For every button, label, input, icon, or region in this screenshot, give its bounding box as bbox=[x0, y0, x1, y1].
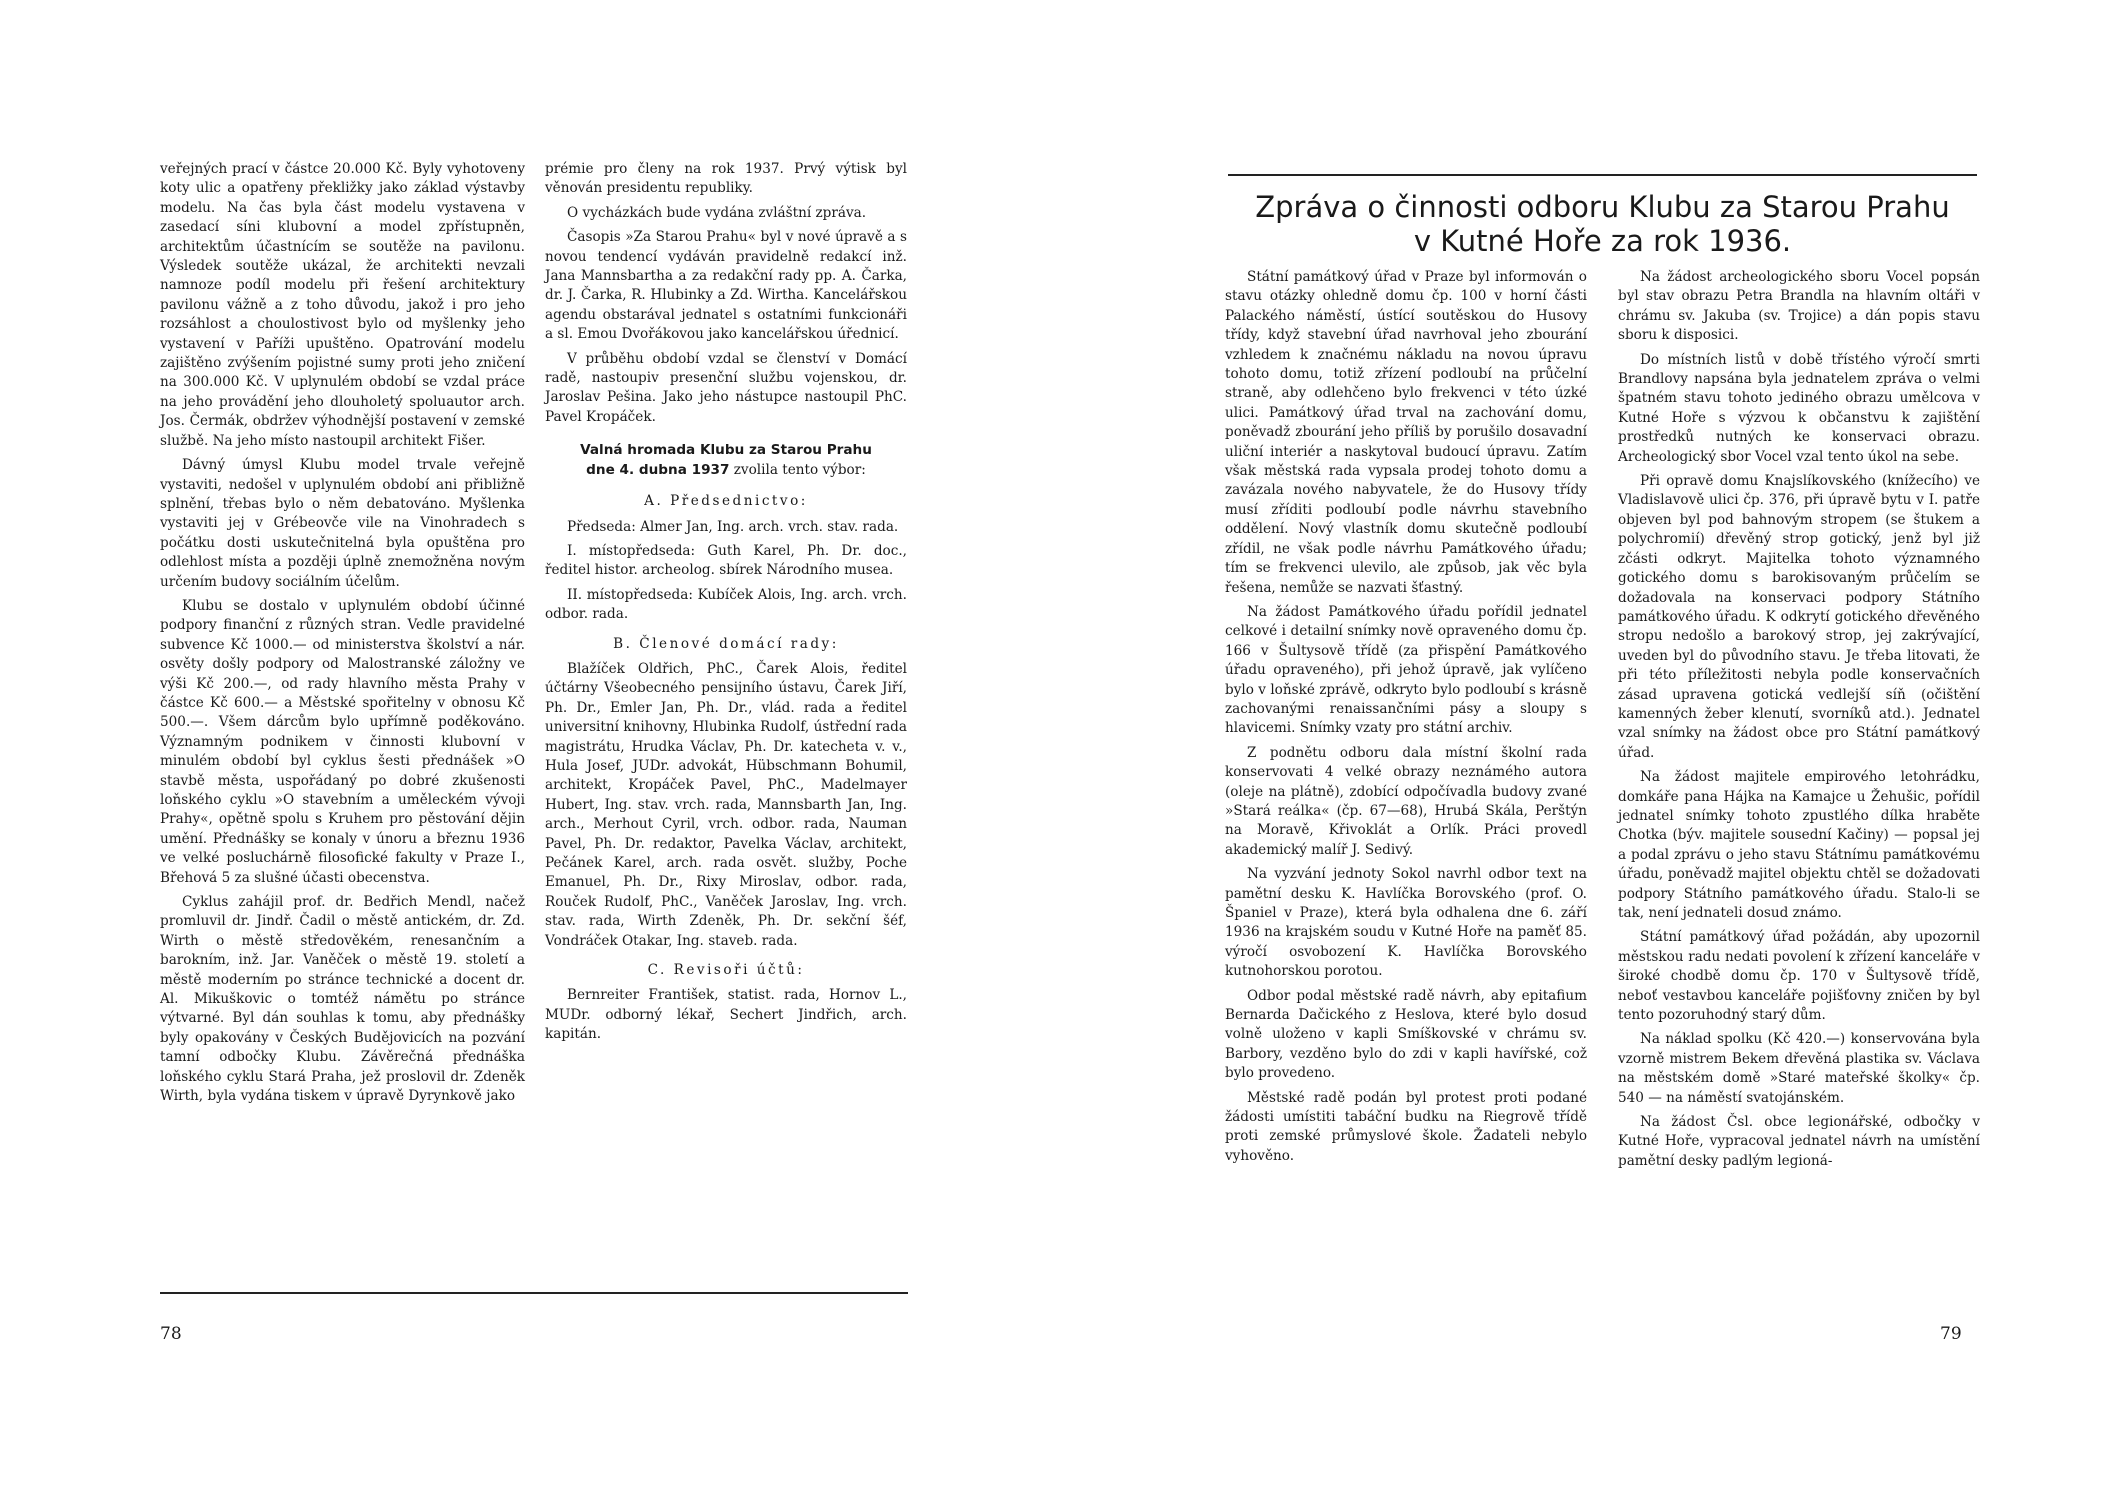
section-heading-auditors: C. Revisoři účtů: bbox=[647, 962, 805, 979]
presidium-entry: II. místopředseda: Kubíček Alois, Ing. arch. vrch. odbor. rada. bbox=[545, 586, 907, 623]
section-heading-council: B. Členové domácí rady: bbox=[613, 635, 839, 652]
right-page-top-rule bbox=[1228, 174, 1977, 176]
right-page-column-1 bbox=[1225, 268, 1587, 1171]
paragraph: Na žádost Čsl. obce legionářské, odbočky v Kutné Hoře, vypracoval jednatel návrh na umístění pamětní desky padlým legioná- bbox=[1618, 1114, 1980, 1169]
section-heading-presidium: A. Předsednictvo: bbox=[644, 493, 808, 510]
paragraph: Na náklad spolku (Kč 420.—) konservována byla vzorně mistrem Bekem dřevěná plastika sv. Václava na městském domě »Staré mateřské školky« čp. 540 — na náměstí svatojánském. bbox=[1618, 1031, 1980, 1106]
paragraph: V průběhu období vzdal se členství v Domácí radě, nastoupiv presenční službu vojenskou, dr. Jaroslav Pešina. Jako jeho nástupce nastoupil PhC. Pavel Kropáček. bbox=[545, 350, 907, 425]
left-page-column-2 bbox=[545, 160, 907, 1050]
paragraph: prémie pro členy na rok 1937. Prvý výtisk byl věnován presidentu republiky. bbox=[545, 161, 907, 197]
assembly-heading-rest: zvolila tento výbor: bbox=[729, 461, 866, 478]
paragraph: Na vyzvání jednoty Sokol navrhl odbor text na pamětní desku K. Havlíčka Borovského (prof. O. Španiel v Praze), která byla odhalena dne 6. září 1936 na krajském soudu v Kutné Hoře na paměť 85. výročí osvobození K. Havlíčka Borovského kutnohorskou porotou. bbox=[1225, 866, 1587, 980]
page-number-left: 78 bbox=[160, 1324, 182, 1344]
paragraph: Na žádost Památkového úřadu pořídil jednatel celkové i detailní snímky nově opraveného domu čp. 166 v Šultysově třídě (za přispění Památkového úřadu opraveného), při jehož úpravě, jak vylíčeno bylo v loňské zprávě, odkryto bylo podloubí s krásně zachovanými renaissančními pásy a sloupy s hlavicemi. Snímky vzaty pro státní archiv. bbox=[1225, 603, 1587, 737]
paragraph: Klubu se dostalo v uplynulém období účinné podpory finanční z různých stran. Vedle pravidelné subvence Kč 1000.— od ministerstva školství a nár. osvěty došly podpory od Malostranské záložny ve výši Kč 200.—, od rady hlavního města Prahy v částce Kč 600.— a Městské spořitelny v obnosu Kč 500.—. Všem dárcům bylo upřímně poděkováno. Významným podnikem v činnosti klubovní v minulém období byl cyklus šesti přednášek »O stavbě města, uspořádaný po dobré zkušenosti loňského cyklu »O stavebním a uměleckém vývoji Prahy«, opětně spolu s Kruhem pro pěstování dějin umění. Přednášky se konaly v únoru a březnu 1936 ve velké posluchárně filosofické fakulty v Praze I., Břehová 5 za slušné účasti obecenstva. bbox=[160, 597, 525, 886]
paragraph: Na žádost majitele empirového letohrádku, domkáře pana Hájka na Kamajce u Žehušic, pořídil jednatel snímky tohoto zpustlého dílka hraběte Chotka (býv. majitele sousední Kačiny) — popsal jej a podal zprávu o jeho stavu Státnímu památkovému úřadu, poněvadž majitel objektu chtěl se dožadovati podpory Státního památkového úřadu. Stalo-li se tak, není jednateli dosud známo. bbox=[1618, 769, 1980, 921]
paragraph: Dávný úmysl Klubu model trvale veřejně vystaviti, nedošel v uplynulém období ani přibližně splnění, třebas bylo o něm debatováno. Myšlenka vystaviti jej v Grébeovče vile na Vinohradech s počátku dosti uskutečnitelná byla opuštěna pro odlehlost místa a později úplně znemožněna novým určením budovy sociálním účelům. bbox=[160, 457, 525, 590]
page-number-right: 79 bbox=[1940, 1324, 1962, 1344]
left-page-bottom-rule bbox=[160, 1292, 908, 1294]
paragraph: Časopis »Za Starou Prahu« byl v nové úpravě a s novou tendencí vydáván pravidelně redakcí inž. Jana Mannsbartha a za redakční rady pp. A. Čarka, dr. J. Čarka, R. Hlubinky a Zd. Wirtha. Kancelářskou agendu obstarával jednatel s ostatními funkcionáři a sl. Emou Dvořákovou jako kancelářskou úřednicí. bbox=[545, 229, 907, 343]
paragraph: Z podnětu odboru dala místní školní rada konservovati 4 velké obrazy neznámého autora (oleje na plátně), zdobící odpočívadla budovy zvané »Stará reálka« (čp. 67—68), Hrubá Skála, Perštýn na Moravě, Křivoklát a Orlík. Práci provedl akademický malíř J. Sedivý. bbox=[1225, 744, 1587, 858]
presidium-list bbox=[545, 518, 907, 625]
right-page-column-2 bbox=[1618, 268, 1980, 1176]
paragraph: Na žádost archeologického sboru Vocel popsán byl stav obrazu Petra Brandla na hlavním oltáři v chrámu sv. Jakuba (sv. Trojice) a dán popis stavu sboru k disposici. bbox=[1618, 269, 1980, 344]
auditors-list bbox=[545, 986, 907, 1044]
assembly-heading: Valná hromada Klubu za Starou Prahu bbox=[580, 442, 872, 459]
auditor-members: Bernreiter František, statist. rada, Hornov L., MUDr. odborný lékař, Sechert Jindřich, arch. kapitán. bbox=[545, 987, 907, 1043]
council-list bbox=[545, 660, 907, 951]
article-title bbox=[1228, 190, 1977, 258]
paragraph: Státní památkový úřad požádán, aby upozornil městskou radu nedati povolení k zřízení kanceláře v široké chodbě domu čp. 170 v Šultysově třídě, neboť vestavbou kanceláře pojišťovny zničen by byl tento pozoruhodný starý dům. bbox=[1618, 929, 1980, 1024]
paragraph: Odbor podal městské radě návrh, aby epitafium Bernarda Dačického z Heslova, které bylo dosud volně uloženo v kapli Smíškovské v chrámu sv. Barbory, vezděno bylo do zdi v kapli havířské, což bylo provedeno. bbox=[1225, 987, 1587, 1082]
paragraph: O vycházkách bude vydána zvláštní zpráva. bbox=[567, 204, 867, 221]
paragraph: Do místních listů v době třístého výročí smrti Brandlovy napsána byla jednatelem zpráva o velmi špatném stavu tohoto jediného obrazu umělcova v Kutné Hoře s výzvou k občanstvu k zajištění prostředků nutných ke konservaci obrazu. Archeologický sbor Vocel vzal tento úkol na sebe. bbox=[1618, 351, 1980, 465]
paragraph: Cyklus zahájil prof. dr. Bedřich Mendl, načež promluvil dr. Jindř. Čadil o městě antickém, dr. Zd. Wirth o městě středověkém, renesančním a barokním, inž. Jar. Vaněček o městě 19. století a městě moderním po stránce technické a docent dr. Al. Mikuškovic o tomtéž námětu po stránce výtvarné. Byl dán souhlas k tomu, aby přednášky byly opakovány v Českých Budějovicích na pozvání tamní odbočky Klubu. Závěrečná přednáška loňského cyklu Stará Praha, jež proslovil dr. Zdeněk Wirth, byla vydána tiskem v úpravě Dyrynkově jako bbox=[160, 894, 525, 1105]
assembly-heading-date-line bbox=[545, 461, 907, 480]
presidium-entry: I. místopředseda: Guth Karel, Ph. Dr. doc., ředitel histor. archeolog. sbírek Národního musea. bbox=[545, 542, 907, 579]
paragraph: Při opravě domu Knajslíkovského (knížecího) ve Vladislavově ulici čp. 376, při úpravě bytu v I. patře objeven byl pod bahnovým stropem (se štukem a polychromií) dřevěný strop gotický, jenž byl již zčásti odkryt. Majitelka tohoto významného gotického domu s barokisovaným průčelím se dožadovala na konservaci podpory Státního památkového úřadu. K odkrytí gotického dřevěného stropu nedošlo a barokový strop, jej zakrývající, uveden byl do původního stavu. Je třeba litovati, že při této příležitosti nebyla podle konservačních zásad upravena gotická vedlejší síň (očištění kamenných žeber klenutí, svorníků atd.). Jednatel vzal snímky na žádost obce pro Státní památkový úřad. bbox=[1618, 473, 1980, 761]
presidium-entry: Předseda: Almer Jan, Ing. arch. vrch. stav. rada. bbox=[567, 518, 899, 535]
left-page-column-1 bbox=[160, 160, 525, 1112]
paragraph: Městské radě podán byl protest proti podané žádosti umístiti tabáční budku na Riegrově třídě proti zemské průmyslové škole. Žadateli nebylo vyhověno. bbox=[1225, 1089, 1587, 1164]
council-members: Blažíček Oldřich, PhC., Čarek Alois, ředitel účtárny Všeobecného pensijního ústavu, Čarek Jiří, Ph. Dr., Emler Jan, Ph. Dr., vlád. rada a ředitel universitní knihovny, Hlubinka Rudolf, ústřední rada magistrátu, Hrudka Václav, Ph. Dr. katecheta v. v., Hula Josef, JUDr. advokát, Hübschmann Bohumil, architekt, Kropáček Pavel, PhC., Madelmayer Hubert, Ing. stav. vrch. rada, Mannsbarth Jan, Ing. arch., Merhout Cyril, vrch. odbor. rada, Nauman Pavel, Ph. Dr. redaktor, Pavelka Václav, architekt, Pečánek Karel, arch. rada osvět. služby, Poche Emanuel, Ph. Dr., Rixy Miroslav, odbor. rada, Rouček Rudolf, PhC., Vaněček Jaroslav, Ing. vrch. stav. rada, Wirth Zdeněk, Ph. Dr. sekční šéf, Vondráček Otakar, Ing. staveb. rada. bbox=[545, 660, 907, 949]
assembly-date: dne 4. dubna 1937 bbox=[586, 461, 730, 478]
article-title-line-1: Zpráva o činnosti odboru Klubu za Starou Prahu bbox=[1255, 190, 1950, 224]
paragraph: veřejných prací v částce 20.000 Kč. Byly vyhotoveny koty ulic a opatřeny překližky jako základ výstavby modelu. Na čas byla část modelu vystavena v zasedací síni klubovní a model zpřístupněn, architektům účastnícím se soutěže na pavilonu. Výsledek soutěže ukázal, že architekti nevzali namnoze podíl modelu při řešení architektury pavilonu vážně a z toho důvodu, jakož i pro jeho rozsáhlost a choulostivost bylo od myšlenky jeho vystavení v Paříži upuštěno. Opatrování modelu zajištěno zvýšením pojistné sumy proti jeho zničení na 300.000 Kč. V uplynulém období se vzdal práce na jeho provádění jeho dlouholetý spoluautor arch. Jos. Čermák, obdržev výhodnější postavení v zemské službě. Na jeho místo nastoupil architekt Fišer. bbox=[160, 161, 525, 449]
article-title-line-2: v Kutné Hoře za rok 1936. bbox=[1413, 224, 1792, 258]
paragraph: Státní památkový úřad v Praze byl informován o stavu otázky ohledně domu čp. 100 v horní části Palackého náměstí, ústící soutěskou do Husovy třídy, když stavební úřad navrhoval jeho zbourání vzhledem k značnému nákladu na novou úpravu tohoto domu, totiž zřízení podloubí na průčelní straně, aby odlehčeno bylo frekvenci v této úzké ulici. Památkový úřad trval na zachování domu, poněvadž zbourání jeho příliš by porušilo dosavadní uliční interiér a naskytoval budoucí úpravu. Zatím však městská rada vypsala prodej tohoto domu a zavázala nového nabyvatele, že do Husovy třídy musí zříditi podloubí podle návrhu stavebního oddělení. Nový vlastník domu skutečně podloubí zřídil, ne však podle návrhu Památkového úřadu; tím se frekvenci ulevilo, ale způsob, jak věc byla řešena, nemůže se nazvati šťastný. bbox=[1225, 269, 1587, 596]
